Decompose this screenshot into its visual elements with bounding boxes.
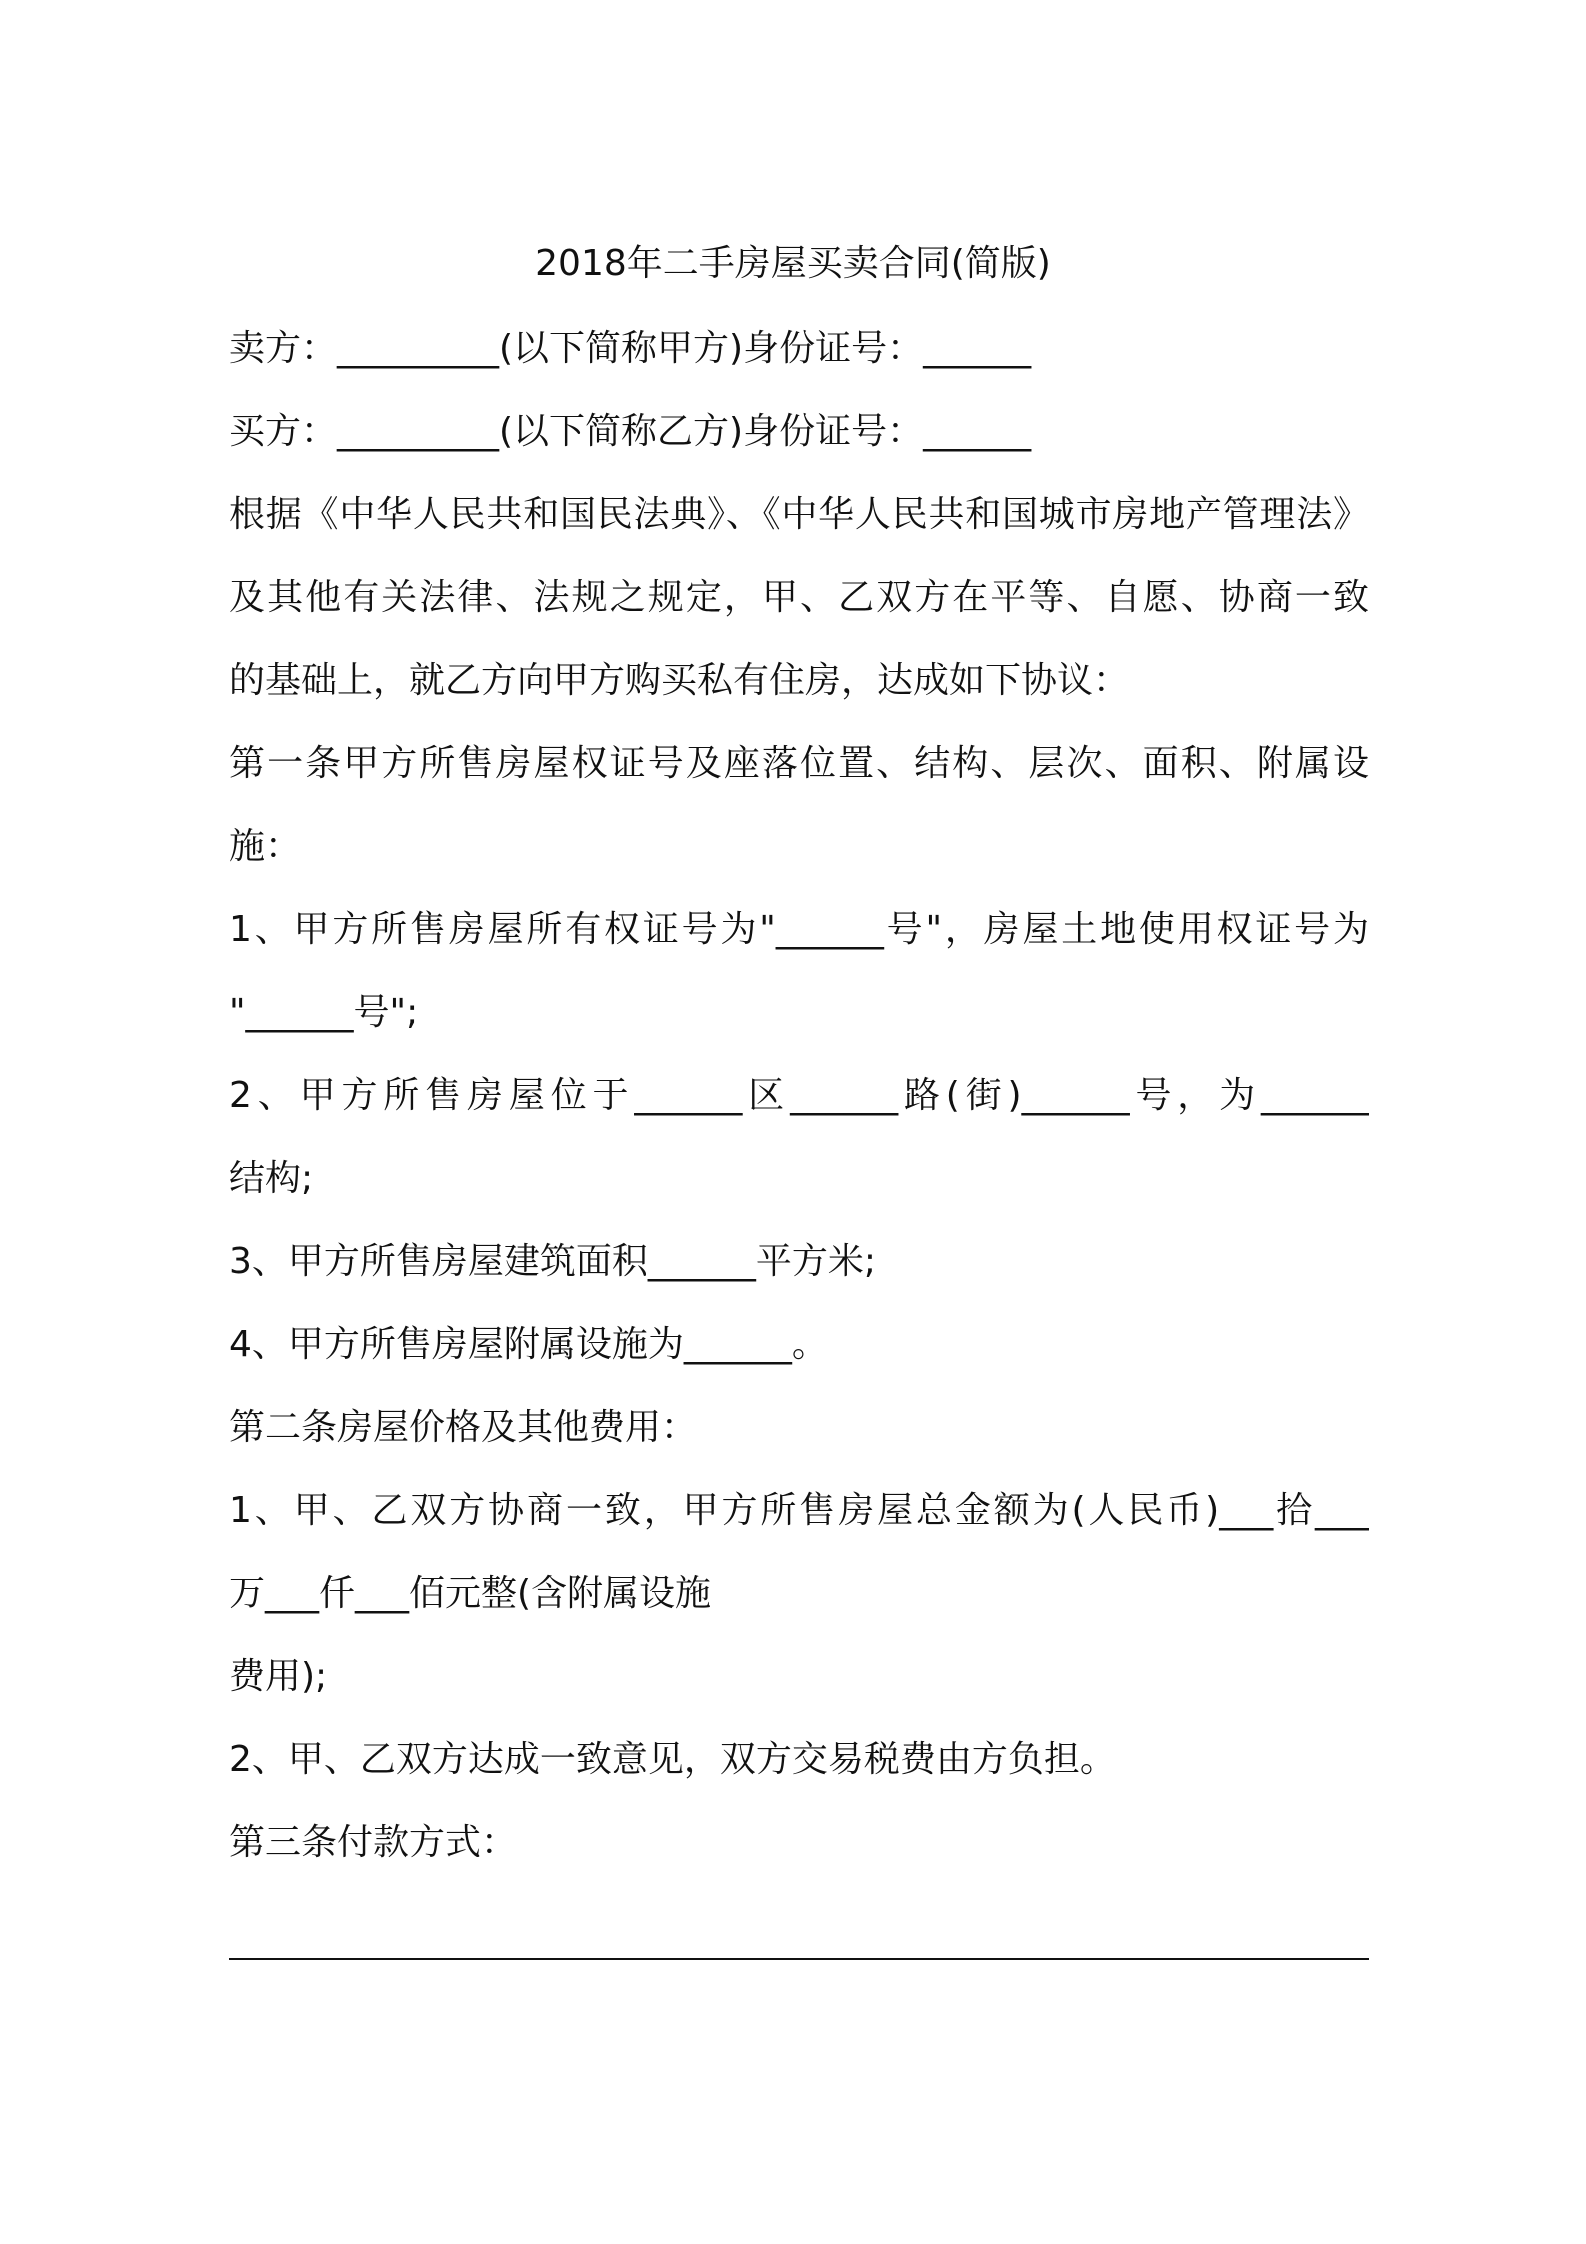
- article-2-item-1: 1、甲、乙双方协商一致，甲方所售房屋总金额为(人民币)___拾___: [229, 1490, 1369, 1531]
- article-1-item-1: 1、甲方所售房屋所有权证号为"______号"，房屋土地使用权证号为: [229, 909, 1369, 950]
- article-2-item-2: 2、甲、乙双方达成一致意见，双方交易税费由方负担。: [229, 1739, 1116, 1780]
- article-3-heading: 第三条付款方式：: [229, 1822, 518, 1863]
- article-1-item-2: 2、甲方所售房屋位于______区______路(街)______号，为______: [229, 1075, 1369, 1116]
- buyer-line: 买方：_________(以下简称乙方)身份证号：______: [229, 411, 1032, 452]
- article-2-item-1-cont: 万___仟___佰元整(含附属设施: [229, 1573, 712, 1614]
- article-1-item-3: 3、甲方所售房屋建筑面积______平方米;: [229, 1241, 877, 1282]
- article-1-item-4: 4、甲方所售房屋附属设施为______。: [229, 1324, 828, 1365]
- payment-blank-line: [229, 1958, 1369, 1960]
- preamble-line-1: 根据《中华人民共和国民法典》、《中华人民共和国城市房地产管理法》: [229, 494, 1369, 535]
- document-title: 2018年二手房屋买卖合同(简版): [535, 243, 1051, 284]
- preamble-line-2: 及其他有关法律、法规之规定，甲、乙双方在平等、自愿、协商一致: [229, 577, 1369, 618]
- article-1-heading: 第一条甲方所售房屋权证号及座落位置、结构、层次、面积、附属设: [229, 743, 1369, 784]
- seller-line: 卖方：_________(以下简称甲方)身份证号：______: [229, 328, 1032, 369]
- article-1-heading-cont: 施：: [229, 826, 302, 867]
- article-2-item-1-cont-2: 费用);: [229, 1656, 328, 1697]
- article-2-heading: 第二条房屋价格及其他费用：: [229, 1407, 698, 1448]
- article-1-item-2-cont: 结构;: [229, 1158, 314, 1199]
- article-1-item-1-cont: "______号";: [229, 992, 419, 1033]
- preamble-line-3: 的基础上，就乙方向甲方购买私有住房，达成如下协议：: [229, 660, 1130, 701]
